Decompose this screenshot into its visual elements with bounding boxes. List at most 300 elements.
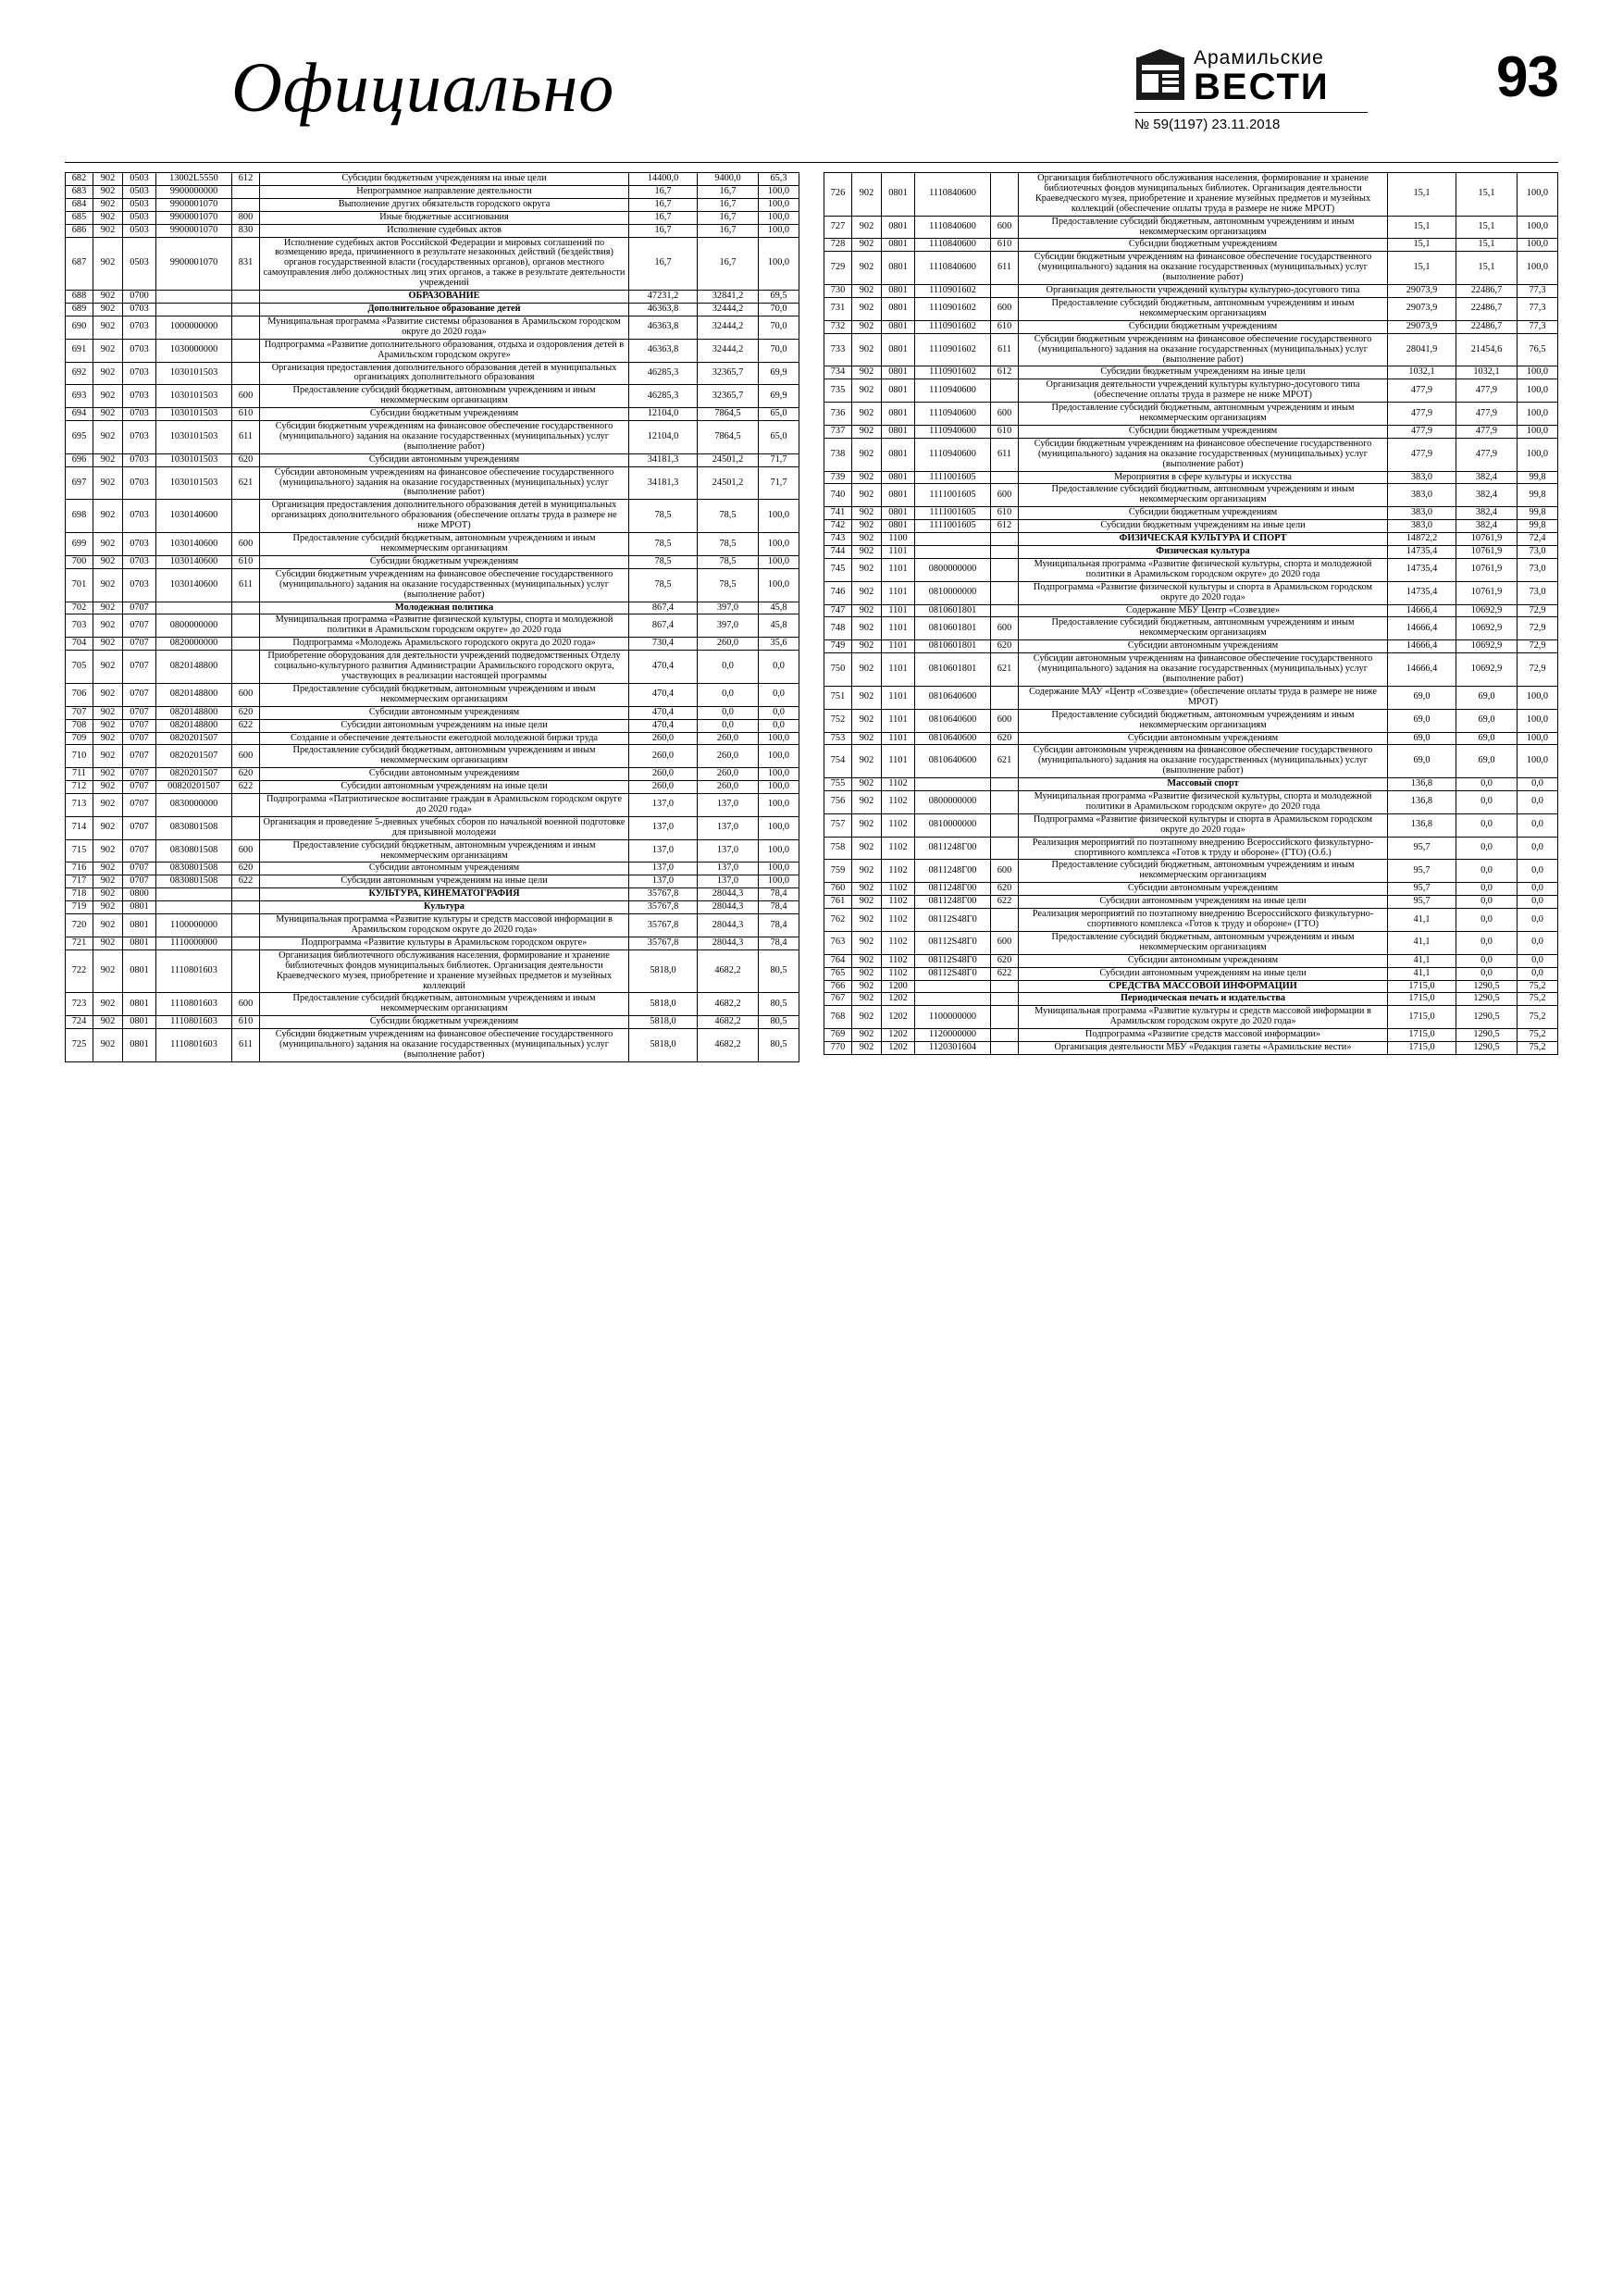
chief-code: 902 — [93, 602, 123, 614]
percent-value: 100,0 — [1518, 379, 1558, 403]
item-name: Подпрограмма «Молодежь Арамильского городского округа до 2020 года» — [260, 638, 629, 651]
section-code: 0801 — [882, 216, 915, 239]
chief-code: 902 — [93, 683, 123, 706]
expense-type-code — [232, 949, 260, 993]
item-name: Субсидии автономным учреждениям на финансовое обеспечение государственного (муниципального) задания на оказание государственных (муниципальных) услуг (выполнение работ) — [1019, 745, 1388, 778]
target-code: 1100000000 — [156, 914, 232, 937]
expense-type-code: 622 — [991, 896, 1019, 909]
item-name: Субсидии автономным учреждениям на иные цели — [1019, 967, 1388, 980]
percent-value: 70,0 — [759, 316, 799, 339]
section-code: 0801 — [123, 1029, 156, 1062]
chief-code: 902 — [93, 316, 123, 339]
target-code: 1110801603 — [156, 993, 232, 1016]
fact-value: 382,4 — [1456, 484, 1518, 507]
fact-value: 382,4 — [1456, 520, 1518, 533]
plan-value: 15,1 — [1388, 252, 1456, 285]
expense-type-code: 611 — [991, 438, 1019, 471]
item-name: Организация и проведение 5-дневных учебных сборов по начальной военной подготовке для призывной молодежи — [260, 816, 629, 839]
expense-type-code: 622 — [232, 875, 260, 888]
table-row — [66, 173, 799, 186]
row-number: 738 — [824, 438, 852, 471]
item-name: Субсидии бюджетным учреждениям на финансовое обеспечение государственного (муниципального) задания на оказание государственных (муниципальных) услуг (выполнение работ) — [260, 568, 629, 602]
expense-type-code — [232, 614, 260, 638]
plan-value: 1715,0 — [1388, 1029, 1456, 1042]
target-code: 0830000000 — [156, 794, 232, 817]
percent-value: 100,0 — [1518, 403, 1558, 426]
plan-value: 14872,2 — [1388, 533, 1456, 546]
target-code: 9900001070 — [156, 224, 232, 237]
expense-type-code: 600 — [232, 839, 260, 863]
plan-value: 5818,0 — [629, 949, 698, 993]
plan-value: 383,0 — [1388, 520, 1456, 533]
table-row — [824, 320, 1558, 333]
row-number: 711 — [66, 768, 93, 781]
percent-value: 78,4 — [759, 914, 799, 937]
target-code: 9900001070 — [156, 237, 232, 291]
expense-type-code: 600 — [232, 683, 260, 706]
percent-value: 0,0 — [1518, 931, 1558, 954]
expense-type-code: 620 — [991, 640, 1019, 653]
table-row — [66, 875, 799, 888]
chief-code: 902 — [852, 909, 882, 932]
item-name: Культура — [260, 901, 629, 914]
chief-code: 902 — [93, 362, 123, 385]
row-number: 693 — [66, 385, 93, 408]
percent-value: 65,0 — [759, 421, 799, 454]
table-row — [824, 686, 1558, 709]
percent-value: 0,0 — [1518, 813, 1558, 837]
expense-type-code: 620 — [991, 732, 1019, 745]
chief-code: 902 — [852, 967, 882, 980]
chief-code: 902 — [852, 507, 882, 520]
percent-value: 99,8 — [1518, 520, 1558, 533]
row-number: 682 — [66, 173, 93, 186]
row-number: 724 — [66, 1016, 93, 1029]
target-code: 0810640600 — [915, 745, 991, 778]
plan-value: 41,1 — [1388, 967, 1456, 980]
percent-value: 100,0 — [759, 500, 799, 533]
plan-value: 5818,0 — [629, 1016, 698, 1029]
row-number: 762 — [824, 909, 852, 932]
item-name: Предоставление субсидий бюджетным, автономным учреждениям и иным некоммерческим организациям — [1019, 617, 1388, 640]
percent-value: 100,0 — [759, 794, 799, 817]
item-name: Мероприятия в сфере культуры и искусства — [1019, 471, 1388, 484]
table-row — [824, 533, 1558, 546]
percent-value: 0,0 — [1518, 909, 1558, 932]
target-code: 1120301604 — [915, 1042, 991, 1055]
item-name: Дополнительное образование детей — [260, 303, 629, 316]
row-number: 714 — [66, 816, 93, 839]
expense-type-code: 621 — [991, 653, 1019, 687]
chief-code: 902 — [93, 1016, 123, 1029]
expense-type-code — [991, 980, 1019, 993]
section-code: 0503 — [123, 173, 156, 186]
item-name: Муниципальная программа «Развитие физической культуры, спорта и молодежной политики в Арамильском городском округе» до 2020 года — [1019, 558, 1388, 581]
target-code: 1110901602 — [915, 320, 991, 333]
expense-type-code: 600 — [991, 297, 1019, 320]
table-row — [66, 794, 799, 817]
target-code: 0811248Г00 — [915, 883, 991, 896]
chief-code: 902 — [852, 778, 882, 791]
section-code: 0707 — [123, 863, 156, 875]
plan-value: 5818,0 — [629, 1029, 698, 1062]
section-code: 0801 — [123, 993, 156, 1016]
target-code: 1111001605 — [915, 507, 991, 520]
fact-value: 78,5 — [698, 555, 759, 568]
item-name: Предоставление субсидий бюджетным, автономным учреждениям и иным некоммерческим организациям — [1019, 297, 1388, 320]
percent-value: 100,0 — [1518, 709, 1558, 732]
plan-value: 867,4 — [629, 602, 698, 614]
expense-type-code: 600 — [232, 533, 260, 556]
plan-value: 1715,0 — [1388, 993, 1456, 1006]
percent-value: 100,0 — [1518, 686, 1558, 709]
expense-type-code — [991, 1029, 1019, 1042]
chief-code: 902 — [852, 471, 882, 484]
plan-value: 69,0 — [1388, 686, 1456, 709]
plan-value: 15,1 — [1388, 173, 1456, 217]
fact-value: 382,4 — [1456, 471, 1518, 484]
section-code: 1102 — [882, 954, 915, 967]
percent-value: 80,5 — [759, 1016, 799, 1029]
target-code: 1110801603 — [156, 1016, 232, 1029]
target-code: 1110000000 — [156, 937, 232, 949]
item-name: Выполнение других обязательств городского округа — [260, 198, 629, 211]
item-name: Муниципальная программа «Развитие физической культуры, спорта и молодежной политики в Арамильском городском округе» до 2020 года — [260, 614, 629, 638]
table-row — [66, 224, 799, 237]
expense-type-code — [232, 888, 260, 901]
expense-type-code: 621 — [232, 466, 260, 500]
percent-value: 100,0 — [1518, 216, 1558, 239]
target-code: 9900001070 — [156, 198, 232, 211]
table-row — [824, 403, 1558, 426]
chief-code: 902 — [93, 568, 123, 602]
fact-value: 260,0 — [698, 732, 759, 745]
percent-value: 71,7 — [759, 453, 799, 466]
fact-value: 10761,9 — [1456, 581, 1518, 604]
newspaper-logo-icon — [1134, 48, 1186, 102]
table-row — [66, 291, 799, 304]
item-name: СРЕДСТВА МАССОВОЙ ИНФОРМАЦИИ — [1019, 980, 1388, 993]
target-code: 08112S48Г0 — [915, 954, 991, 967]
expense-type-code: 612 — [232, 173, 260, 186]
item-name: Субсидии автономным учреждениям на финансовое обеспечение государственного (муниципального) задания на оказание государственных (муниципальных) услуг (выполнение работ) — [260, 466, 629, 500]
item-name: Субсидии автономным учреждениям на иные цели — [260, 875, 629, 888]
expense-type-code — [991, 581, 1019, 604]
table-row — [824, 216, 1558, 239]
plan-value: 16,7 — [629, 224, 698, 237]
table-row — [66, 745, 799, 768]
chief-code: 902 — [93, 453, 123, 466]
plan-value: 41,1 — [1388, 931, 1456, 954]
plan-value: 730,4 — [629, 638, 698, 651]
percent-value: 0,0 — [759, 651, 799, 684]
chief-code: 902 — [852, 403, 882, 426]
fact-value: 16,7 — [698, 211, 759, 224]
target-code — [915, 980, 991, 993]
plan-value: 35767,8 — [629, 901, 698, 914]
target-code: 1110940600 — [915, 403, 991, 426]
table-row — [824, 366, 1558, 379]
fact-value: 0,0 — [698, 719, 759, 732]
target-code: 1030140600 — [156, 533, 232, 556]
table-row — [824, 520, 1558, 533]
expense-type-code — [232, 651, 260, 684]
row-number: 704 — [66, 638, 93, 651]
expense-type-code: 610 — [232, 555, 260, 568]
target-code: 1030140600 — [156, 568, 232, 602]
section-code: 0703 — [123, 555, 156, 568]
section-code: 0707 — [123, 706, 156, 719]
table-row — [824, 883, 1558, 896]
percent-value: 100,0 — [759, 224, 799, 237]
chief-code: 902 — [852, 366, 882, 379]
fact-value: 21454,6 — [1456, 333, 1518, 366]
table-row — [824, 507, 1558, 520]
chief-code: 902 — [852, 686, 882, 709]
expense-type-code — [991, 837, 1019, 860]
table-row — [66, 385, 799, 408]
row-number: 745 — [824, 558, 852, 581]
section-code: 0703 — [123, 466, 156, 500]
target-code — [156, 291, 232, 304]
row-number: 708 — [66, 719, 93, 732]
fact-value: 10761,9 — [1456, 533, 1518, 546]
row-number: 727 — [824, 216, 852, 239]
plan-value: 383,0 — [1388, 484, 1456, 507]
section-code: 1101 — [882, 732, 915, 745]
plan-value: 95,7 — [1388, 883, 1456, 896]
table-row — [824, 640, 1558, 653]
fact-value: 16,7 — [698, 198, 759, 211]
table-row — [824, 379, 1558, 403]
section-code: 0703 — [123, 362, 156, 385]
fact-value: 69,0 — [1456, 732, 1518, 745]
item-name: Реализация мероприятий по поэтапному внедрению Всероссийского физкультурно-спортивного комплекса «Готов к труду и обороне» (ГТО) — [1019, 909, 1388, 932]
section-code: 0801 — [882, 484, 915, 507]
table-row — [824, 604, 1558, 617]
expense-type-code: 621 — [991, 745, 1019, 778]
plan-value: 1715,0 — [1388, 1006, 1456, 1029]
percent-value: 100,0 — [759, 781, 799, 794]
fact-value: 78,5 — [698, 568, 759, 602]
percent-value: 100,0 — [1518, 438, 1558, 471]
percent-value: 100,0 — [1518, 173, 1558, 217]
plan-value: 47231,2 — [629, 291, 698, 304]
item-name: ОБРАЗОВАНИЕ — [260, 291, 629, 304]
section-code: 0707 — [123, 732, 156, 745]
target-code: 0820148800 — [156, 651, 232, 684]
fact-value: 397,0 — [698, 602, 759, 614]
item-name: Субсидии автономным учреждениям на иные цели — [1019, 896, 1388, 909]
table-row — [824, 546, 1558, 559]
plan-value: 41,1 — [1388, 954, 1456, 967]
section-code: 1100 — [882, 533, 915, 546]
row-number: 758 — [824, 837, 852, 860]
row-number: 742 — [824, 520, 852, 533]
item-name: Организация предоставления дополнительного образования детей в муниципальных организациях дополнительного образования (обеспечение оплаты труда в размере не ниже МРОТ) — [260, 500, 629, 533]
section-code: 0801 — [882, 507, 915, 520]
expense-type-code: 611 — [232, 421, 260, 454]
row-number: 768 — [824, 1006, 852, 1029]
percent-value: 73,0 — [1518, 581, 1558, 604]
item-name: Иные бюджетные ассигнования — [260, 211, 629, 224]
chief-code: 902 — [93, 291, 123, 304]
target-code: 1000000000 — [156, 316, 232, 339]
fact-value: 0,0 — [1456, 837, 1518, 860]
target-code: 1110901602 — [915, 297, 991, 320]
plan-value: 14735,4 — [1388, 558, 1456, 581]
expense-type-code: 620 — [232, 863, 260, 875]
row-number: 689 — [66, 303, 93, 316]
percent-value: 100,0 — [759, 568, 799, 602]
fact-value: 32444,2 — [698, 316, 759, 339]
table-row — [66, 839, 799, 863]
section-code: 0703 — [123, 316, 156, 339]
item-name: Предоставление субсидий бюджетным, автономным учреждениям и иным некоммерческим организациям — [260, 993, 629, 1016]
section-code: 1102 — [882, 896, 915, 909]
percent-value: 69,9 — [759, 362, 799, 385]
percent-value: 100,0 — [759, 237, 799, 291]
row-number: 707 — [66, 706, 93, 719]
chief-code: 902 — [93, 781, 123, 794]
target-code: 1030101503 — [156, 385, 232, 408]
row-number: 726 — [824, 173, 852, 217]
plan-value: 95,7 — [1388, 837, 1456, 860]
percent-value: 45,8 — [759, 614, 799, 638]
page-title: Официально — [231, 49, 615, 127]
section-code: 1102 — [882, 909, 915, 932]
percent-value: 100,0 — [759, 211, 799, 224]
target-code: 1030101503 — [156, 466, 232, 500]
plan-value: 1715,0 — [1388, 980, 1456, 993]
row-number: 702 — [66, 602, 93, 614]
percent-value: 100,0 — [759, 768, 799, 781]
row-number: 695 — [66, 421, 93, 454]
item-name: Субсидии бюджетным учреждениям — [1019, 425, 1388, 438]
expense-type-code: 600 — [991, 709, 1019, 732]
table-row — [66, 1029, 799, 1062]
table-row — [66, 901, 799, 914]
row-number: 710 — [66, 745, 93, 768]
item-name: Субсидии автономным учреждениям — [260, 706, 629, 719]
item-name: Приобретение оборудования для деятельности учреждений подведомственных Отделу социально-культурного развития Администрации Арамильского городского округа, участвующих в реализации настоящей программы — [260, 651, 629, 684]
table-row — [66, 237, 799, 291]
chief-code: 902 — [93, 888, 123, 901]
plan-value: 35767,8 — [629, 937, 698, 949]
plan-value: 470,4 — [629, 706, 698, 719]
percent-value: 100,0 — [1518, 252, 1558, 285]
plan-value: 34181,3 — [629, 453, 698, 466]
fact-value: 9400,0 — [698, 173, 759, 186]
chief-code: 902 — [852, 558, 882, 581]
item-name: Содержание МАУ «Центр «Созвездие» (обеспечение оплаты труда в размере не ниже МРОТ) — [1019, 686, 1388, 709]
fact-value: 32365,7 — [698, 362, 759, 385]
percent-value: 0,0 — [1518, 883, 1558, 896]
fact-value: 32444,2 — [698, 339, 759, 362]
chief-code: 902 — [93, 914, 123, 937]
fact-value: 78,5 — [698, 533, 759, 556]
expense-type-code: 611 — [232, 568, 260, 602]
table-row — [824, 980, 1558, 993]
expense-type-code: 610 — [991, 425, 1019, 438]
row-number: 759 — [824, 860, 852, 883]
table-row — [824, 896, 1558, 909]
fact-value: 32365,7 — [698, 385, 759, 408]
row-number: 757 — [824, 813, 852, 837]
percent-value: 75,2 — [1518, 1042, 1558, 1055]
row-number: 699 — [66, 533, 93, 556]
item-name: Предоставление субсидий бюджетным, автономным учреждениям и иным некоммерческим организациям — [260, 839, 629, 863]
table-row — [824, 285, 1558, 298]
section-code: 0801 — [882, 471, 915, 484]
percent-value: 71,7 — [759, 466, 799, 500]
chief-code: 902 — [93, 794, 123, 817]
row-number: 701 — [66, 568, 93, 602]
target-code: 0820201507 — [156, 768, 232, 781]
section-code: 1202 — [882, 1042, 915, 1055]
table-row — [66, 500, 799, 533]
expense-type-code — [991, 285, 1019, 298]
table-row — [824, 778, 1558, 791]
item-name: Субсидии бюджетным учреждениям на финансовое обеспечение государственного (муниципального) задания на оказание государственных (муниципальных) услуг (выполнение работ) — [1019, 333, 1388, 366]
plan-value: 14666,4 — [1388, 617, 1456, 640]
fact-value: 0,0 — [698, 706, 759, 719]
percent-value: 72,9 — [1518, 617, 1558, 640]
plan-value: 14735,4 — [1388, 581, 1456, 604]
chief-code: 902 — [852, 216, 882, 239]
plan-value: 69,0 — [1388, 745, 1456, 778]
row-number: 750 — [824, 653, 852, 687]
section-code: 0707 — [123, 781, 156, 794]
chief-code: 902 — [93, 466, 123, 500]
fact-value: 4682,2 — [698, 993, 759, 1016]
row-number: 696 — [66, 453, 93, 466]
section-code: 1101 — [882, 558, 915, 581]
table-row — [66, 937, 799, 949]
section-code: 0707 — [123, 614, 156, 638]
fact-value: 15,1 — [1456, 239, 1518, 252]
row-number: 740 — [824, 484, 852, 507]
expense-type-code: 600 — [232, 745, 260, 768]
percent-value: 100,0 — [759, 816, 799, 839]
row-number: 694 — [66, 408, 93, 421]
plan-value: 29073,9 — [1388, 320, 1456, 333]
chief-code: 902 — [93, 816, 123, 839]
plan-value: 35767,8 — [629, 914, 698, 937]
fact-value: 69,0 — [1456, 709, 1518, 732]
fact-value: 10692,9 — [1456, 617, 1518, 640]
percent-value: 75,2 — [1518, 1006, 1558, 1029]
section-code: 1102 — [882, 837, 915, 860]
item-name: Молодежная политика — [260, 602, 629, 614]
expense-type-code — [232, 291, 260, 304]
brand-name-bottom: ВЕСТИ — [1194, 67, 1330, 107]
section-code: 0707 — [123, 768, 156, 781]
chief-code: 902 — [852, 732, 882, 745]
fact-value: 7864,5 — [698, 408, 759, 421]
fact-value: 10692,9 — [1456, 653, 1518, 687]
row-number: 731 — [824, 297, 852, 320]
section-code: 0700 — [123, 291, 156, 304]
fact-value: 137,0 — [698, 816, 759, 839]
plan-value: 477,9 — [1388, 438, 1456, 471]
chief-code: 902 — [93, 339, 123, 362]
row-number: 684 — [66, 198, 93, 211]
fact-value: 0,0 — [1456, 967, 1518, 980]
target-code: 0820148800 — [156, 719, 232, 732]
section-code: 0801 — [123, 937, 156, 949]
item-name: Муниципальная программа «Развитие культуры и средств массовой информации в Арамильском городском округе до 2020 года» — [1019, 1006, 1388, 1029]
